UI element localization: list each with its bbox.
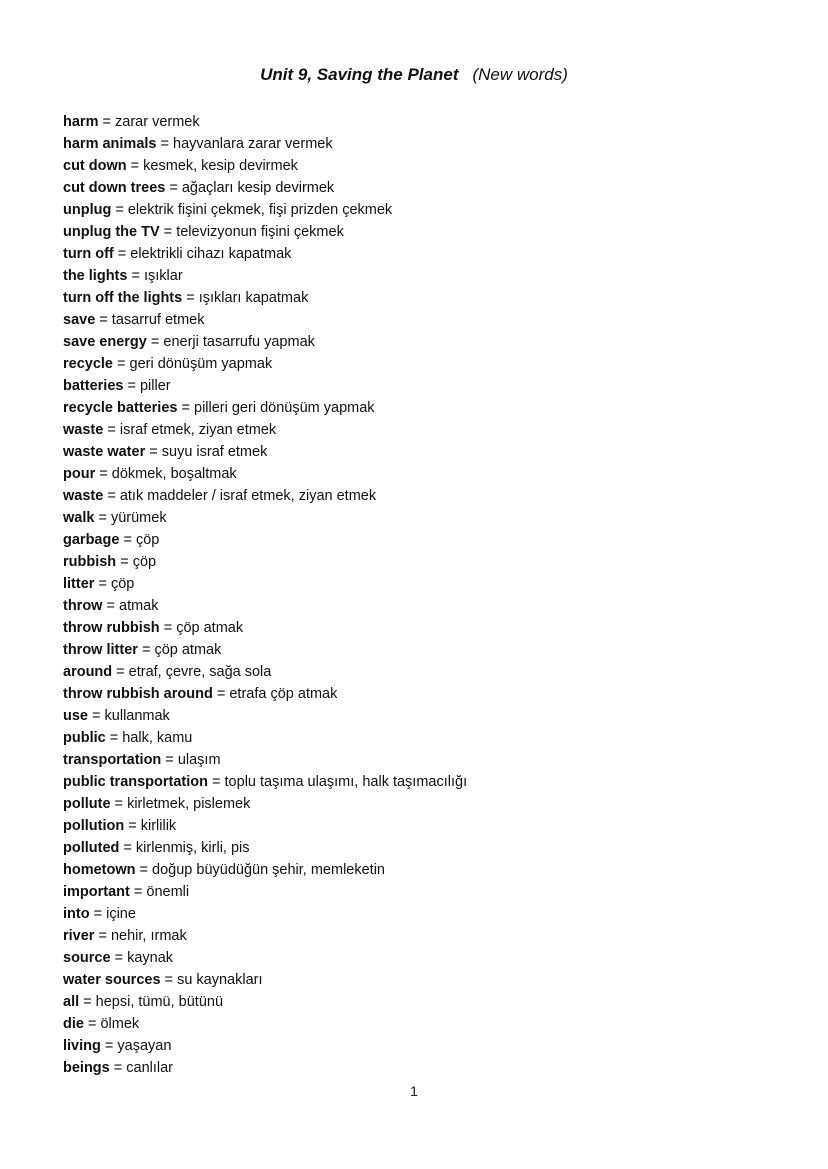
vocab-item <box>63 133 467 155</box>
vocab-term: cut down trees <box>63 180 166 196</box>
vocab-meaning: geri dönüşüm yapmak <box>129 356 273 372</box>
vocab-term: all <box>63 994 80 1010</box>
vocab-meaning: su kaynakları <box>177 972 263 988</box>
vocab-term: public transportation <box>63 774 208 790</box>
vocab-separator: = <box>89 906 107 922</box>
vocab-separator: = <box>160 972 178 988</box>
vocab-item <box>63 507 467 529</box>
vocab-term: pollution <box>63 818 125 834</box>
vocab-separator: = <box>129 884 147 900</box>
vocab-meaning: hayvanlara zarar vermek <box>173 136 333 152</box>
vocab-separator: = <box>208 774 225 790</box>
vocab-term: recycle batteries <box>63 400 178 416</box>
vocab-item <box>63 661 467 683</box>
vocab-term: hometown <box>63 862 136 878</box>
vocab-term: beings <box>63 1060 110 1076</box>
document-subtitle: (New words) <box>472 65 568 84</box>
vocab-item <box>63 155 467 177</box>
vocab-item <box>63 573 467 595</box>
vocab-term: walk <box>63 510 95 526</box>
vocab-item <box>63 639 467 661</box>
vocab-item <box>63 617 467 639</box>
vocab-item <box>63 243 467 265</box>
vocab-meaning: nehir, ırmak <box>110 928 187 944</box>
vocab-term: waste <box>63 422 104 438</box>
vocab-meaning: yaşayan <box>117 1038 172 1054</box>
vocab-meaning: elektrik fişini çekmek, fişi prizden çekmek <box>127 202 393 218</box>
vocab-meaning: dökmek, boşaltmak <box>111 466 237 482</box>
vocab-term: waste <box>63 488 104 504</box>
vocab-separator: = <box>123 378 140 394</box>
vocab-item <box>63 595 467 617</box>
vocab-separator: = <box>103 422 120 438</box>
vocab-meaning: kirlilik <box>140 818 177 834</box>
vocab-separator: = <box>159 224 177 240</box>
vocab-item <box>63 397 467 419</box>
vocab-separator: = <box>161 752 178 768</box>
vocab-term: rubbish <box>63 554 117 570</box>
vocab-meaning: doğup büyüdüğün şehir, memleketin <box>152 862 385 878</box>
vocab-separator: = <box>124 818 141 834</box>
vocab-term: pour <box>63 466 96 482</box>
vocab-item <box>63 793 467 815</box>
vocab-item <box>63 837 467 859</box>
vocab-separator: = <box>100 1038 118 1054</box>
vocab-item <box>63 177 467 199</box>
vocab-term: around <box>63 664 113 680</box>
vocab-item <box>63 331 467 353</box>
vocab-separator: = <box>113 246 131 262</box>
vocab-term: throw rubbish <box>63 620 160 636</box>
vocab-separator: = <box>119 532 136 548</box>
vocab-meaning: etraf, çevre, sağa sola <box>128 664 272 680</box>
vocab-term: the lights <box>63 268 128 284</box>
vocab-item <box>63 727 467 749</box>
vocab-item <box>63 969 467 991</box>
vocab-item <box>63 815 467 837</box>
vocab-meaning: ölmek <box>100 1016 140 1032</box>
vocab-separator: = <box>127 268 144 284</box>
vocab-separator: = <box>126 158 144 174</box>
vocab-item <box>63 441 467 463</box>
vocab-separator: = <box>159 620 177 636</box>
vocab-separator: = <box>156 136 174 152</box>
vocab-term: important <box>63 884 130 900</box>
vocab-meaning: hepsi, tümü, bütünü <box>95 994 224 1010</box>
vocab-item <box>63 1057 467 1079</box>
vocab-separator: = <box>112 664 129 680</box>
vocab-item <box>63 353 467 375</box>
vocab-term: living <box>63 1038 101 1054</box>
vocab-separator: = <box>88 708 105 724</box>
vocab-separator: = <box>146 334 164 350</box>
vocab-item <box>63 771 467 793</box>
vocab-term: save <box>63 312 96 328</box>
vocab-separator: = <box>177 400 194 416</box>
vocab-item <box>63 419 467 441</box>
vocab-item <box>63 705 467 727</box>
vocab-meaning: önemli <box>146 884 190 900</box>
vocab-term: die <box>63 1016 84 1032</box>
vocab-term: litter <box>63 576 95 592</box>
vocab-meaning: ağaçları kesip devirmek <box>181 180 335 196</box>
vocab-separator: = <box>110 796 128 812</box>
vocab-item <box>63 991 467 1013</box>
vocab-item <box>63 265 467 287</box>
vocab-separator: = <box>94 510 111 526</box>
page-number: 1 <box>410 1083 418 1099</box>
vocab-meaning: yürümek <box>110 510 167 526</box>
vocab-term: turn off <box>63 246 114 262</box>
vocab-term: transportation <box>63 752 162 768</box>
vocab-item <box>63 287 467 309</box>
vocab-term: source <box>63 950 111 966</box>
vocab-meaning: ışıklar <box>143 268 183 284</box>
vocab-separator: = <box>165 180 182 196</box>
vocab-term: cut down <box>63 158 127 174</box>
vocab-term: public <box>63 730 106 746</box>
vocab-term: throw <box>63 598 103 614</box>
vocab-separator: = <box>98 114 115 130</box>
vocab-term: throw rubbish around <box>63 686 213 702</box>
vocab-item <box>63 485 467 507</box>
vocab-term: batteries <box>63 378 124 394</box>
vocab-meaning: israf etmek, ziyan etmek <box>119 422 277 438</box>
vocab-term: water sources <box>63 972 161 988</box>
vocab-term: throw litter <box>63 642 138 658</box>
vocab-separator: = <box>116 554 133 570</box>
vocab-meaning: kaynak <box>127 950 174 966</box>
vocab-meaning: etrafa çöp atmak <box>229 686 338 702</box>
vocab-term: pollute <box>63 796 111 812</box>
vocab-term: garbage <box>63 532 120 548</box>
vocab-term: into <box>63 906 90 922</box>
vocab-separator: = <box>94 576 111 592</box>
document-title: Unit 9, Saving the Planet <box>260 65 459 84</box>
vocab-item <box>63 463 467 485</box>
vocab-meaning: kirletmek, pislemek <box>127 796 251 812</box>
vocab-separator: = <box>135 862 153 878</box>
vocab-term: use <box>63 708 88 724</box>
vocab-term: river <box>63 928 95 944</box>
vocab-item <box>63 221 467 243</box>
vocab-meaning: çöp <box>110 576 135 592</box>
vocab-term: unplug <box>63 202 112 218</box>
vocab-separator: = <box>105 730 123 746</box>
vocab-item <box>63 529 467 551</box>
vocab-separator: = <box>79 994 96 1010</box>
vocab-item <box>63 1035 467 1057</box>
vocab-item <box>63 683 467 705</box>
vocab-term: turn off the lights <box>63 290 183 306</box>
vocab-term: save energy <box>63 334 147 350</box>
vocab-item <box>63 749 467 771</box>
vocab-meaning: piller <box>139 378 171 394</box>
vocab-item <box>63 1013 467 1035</box>
vocab-separator: = <box>113 356 130 372</box>
vocab-meaning: çöp <box>135 532 160 548</box>
vocab-meaning: çöp atmak <box>176 620 244 636</box>
vocab-meaning: tasarruf etmek <box>111 312 205 328</box>
vocab-meaning: çöp <box>132 554 157 570</box>
vocabulary-list <box>63 111 467 1079</box>
vocab-term: recycle <box>63 356 113 372</box>
vocab-meaning: toplu taşıma ulaşımı, halk taşımacılığı <box>224 774 468 790</box>
vocab-meaning: atık maddeler / israf etmek, ziyan etmek <box>119 488 377 504</box>
vocab-meaning: ışıkları kapatmak <box>198 290 309 306</box>
vocab-separator: = <box>102 598 119 614</box>
vocab-meaning: suyu israf etmek <box>161 444 268 460</box>
vocab-separator: = <box>94 928 111 944</box>
vocab-meaning: halk, kamu <box>122 730 193 746</box>
vocab-item <box>63 309 467 331</box>
vocab-item <box>63 859 467 881</box>
vocab-meaning: pilleri geri dönüşüm yapmak <box>194 400 375 416</box>
vocab-separator: = <box>182 290 199 306</box>
vocab-separator: = <box>212 686 230 702</box>
vocab-separator: = <box>103 488 120 504</box>
vocab-separator: = <box>111 202 128 218</box>
vocab-meaning: enerji tasarrufu yapmak <box>163 334 315 350</box>
vocab-meaning: kullanmak <box>104 708 170 724</box>
vocab-item <box>63 199 467 221</box>
vocab-item <box>63 551 467 573</box>
vocab-term: unplug the TV <box>63 224 160 240</box>
vocab-term: harm animals <box>63 136 157 152</box>
vocab-separator: = <box>83 1016 101 1032</box>
vocab-item <box>63 925 467 947</box>
vocab-separator: = <box>137 642 155 658</box>
vocab-term: polluted <box>63 840 120 856</box>
vocab-meaning: çöp atmak <box>154 642 222 658</box>
vocab-meaning: kesmek, kesip devirmek <box>143 158 298 174</box>
vocab-item <box>63 881 467 903</box>
vocab-separator: = <box>95 466 112 482</box>
vocab-meaning: elektrikli cihazı kapatmak <box>130 246 292 262</box>
vocab-separator: = <box>95 312 112 328</box>
vocab-meaning: kirlenmiş, kirli, pis <box>135 840 250 856</box>
vocab-item <box>63 375 467 397</box>
page-title <box>0 64 828 86</box>
vocab-separator: = <box>145 444 162 460</box>
vocab-meaning: zarar vermek <box>115 114 200 130</box>
vocab-meaning: canlılar <box>126 1060 174 1076</box>
vocab-item <box>63 947 467 969</box>
vocab-meaning: televizyonun fişini çekmek <box>176 224 344 240</box>
vocab-term: waste water <box>63 444 146 460</box>
vocab-meaning: atmak <box>119 598 159 614</box>
vocab-meaning: içine <box>106 906 136 922</box>
vocab-item <box>63 111 467 133</box>
vocab-meaning: ulaşım <box>177 752 221 768</box>
vocab-term: harm <box>63 114 99 130</box>
vocab-separator: = <box>110 950 128 966</box>
vocab-separator: = <box>109 1060 127 1076</box>
vocab-separator: = <box>119 840 136 856</box>
vocab-item <box>63 903 467 925</box>
